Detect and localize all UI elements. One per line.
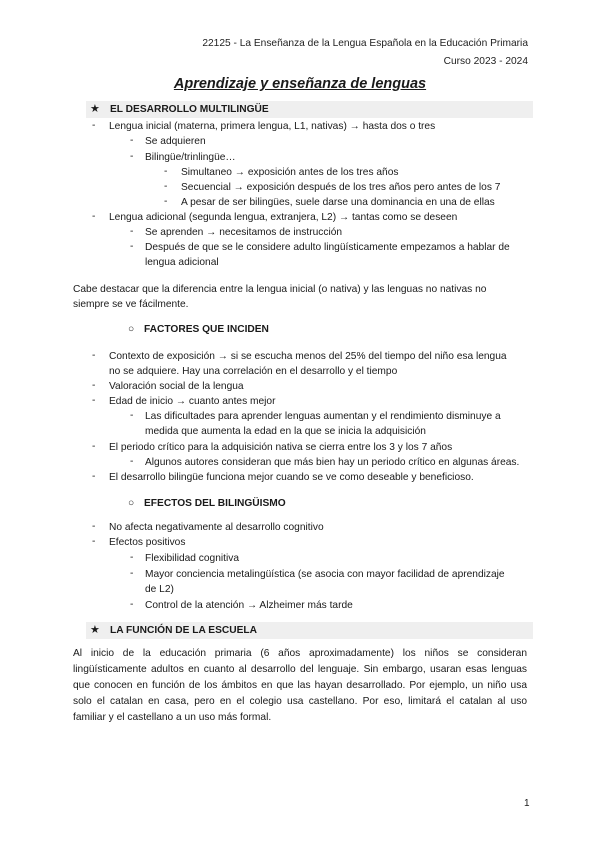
list-item: El periodo crítico para la adquisición nativa se cierra entre los 3 y los 7 años: [109, 442, 453, 453]
list-item: Flexibilidad cognitiva: [145, 553, 240, 564]
paragraph-line: Cabe destacar que la diferencia entre la lengua inicial (o nativa) y las lenguas no nativas no: [73, 284, 487, 295]
bullet-dash: -: [130, 151, 134, 162]
list-item: Lengua inicial (materna, primera lengua, L1, nativas) → hasta dos o tres: [109, 121, 436, 132]
course-header: 22125 - La Enseñanza de la Lengua Española en la Educación Primaria: [202, 38, 528, 49]
page-number: 1: [524, 798, 530, 809]
bullet-dash: -: [92, 211, 96, 222]
list-item-continuation: no se adquiere. Hay una correlación en el desarrollo y el tiempo: [109, 366, 398, 377]
list-item: A pesar de ser bilingües, suele darse una dominancia en una de ellas: [181, 197, 495, 208]
circle-bullet-icon: ○: [128, 498, 135, 509]
paragraph-line: solo el catalan en casa, pero en el colegio usa castellano. Por eso, limitará el catalan al uso: [73, 696, 527, 707]
bullet-dash: -: [92, 521, 96, 532]
list-item: Lengua adicional (segunda lengua, extranjera, L2) → tantas como se deseen: [109, 212, 458, 223]
bullet-dash: -: [130, 456, 134, 467]
paragraph-line: que conocen en función de los ámbitos en que las hayan desarrollado. Por ejemplo, un niño usa: [73, 680, 527, 691]
section-heading-desarrollo: [86, 101, 533, 118]
subheading-text: FACTORES QUE INCIDEN: [144, 324, 269, 335]
list-item-continuation: medida que aumenta la edad en la que se inicia la adquisición: [145, 426, 426, 437]
bullet-dash: -: [164, 196, 168, 207]
list-item: Contexto de exposición → si se escucha menos del 25% del tiempo del niño esa lengua: [109, 351, 507, 362]
bullet-dash: -: [164, 166, 168, 177]
bullet-dash: -: [92, 380, 96, 391]
section-heading-text: EL DESARROLLO MULTILINGÜE: [110, 104, 269, 115]
bullet-dash: -: [130, 241, 134, 252]
list-item: Después de que se le considere adulto lingüísticamente empezamos a hablar de: [145, 242, 510, 253]
bullet-dash: -: [130, 226, 134, 237]
bullet-dash: -: [92, 395, 96, 406]
bullet-dash: -: [92, 350, 96, 361]
bullet-dash: -: [164, 181, 168, 192]
paragraph-line: familiar y el castellano a un uso más formal.: [73, 712, 272, 723]
subheading-text: EFECTOS DEL BILINGÜISMO: [144, 498, 286, 509]
star-icon: ★: [90, 624, 100, 636]
section-heading-escuela: [86, 622, 533, 639]
circle-bullet-icon: ○: [128, 324, 135, 335]
bullet-dash: -: [92, 536, 96, 547]
star-icon: ★: [90, 103, 100, 115]
bullet-dash: -: [92, 120, 96, 131]
list-item: Bilingüe/trinlingüe…: [145, 152, 236, 163]
list-item: Control de la atención → Alzheimer más tarde: [145, 600, 353, 611]
list-item: Edad de inicio → cuanto antes mejor: [109, 396, 276, 407]
escuela-paragraph: [73, 646, 527, 726]
page-title: Aprendizaje y enseñanza de lenguas: [173, 76, 427, 92]
bullet-dash: -: [130, 410, 134, 421]
paragraph-line: Al inicio de la educación primaria (6 años aproximadamente) los niños se consideran: [73, 648, 527, 659]
list-item: Las dificultades para aprender lenguas aumentan y el rendimiento disminuye a: [145, 411, 501, 422]
list-item: Se aprenden → necesitamos de instrucción: [145, 227, 343, 238]
bullet-dash: -: [92, 471, 96, 482]
bullet-dash: -: [130, 568, 134, 579]
list-item: Se adquieren: [145, 136, 206, 147]
list-item-continuation: lengua adicional: [145, 257, 219, 268]
paragraph-line: lingüísticamente adultos en cuanto al desarrollo del lenguaje. Sin embargo, usaran esas lenguas: [73, 664, 527, 675]
list-item: Valoración social de la lengua: [109, 381, 244, 392]
list-item: Algunos autores consideran que más bien hay un periodo crítico en algunas áreas.: [145, 457, 520, 468]
section-heading-text: LA FUNCIÓN DE LA ESCUELA: [110, 625, 257, 636]
bullet-dash: -: [130, 552, 134, 563]
course-year: Curso 2023 - 2024: [443, 56, 528, 67]
list-item-continuation: de L2): [145, 584, 174, 595]
bullet-dash: -: [92, 441, 96, 452]
paragraph-line: siempre se ve fácilmente.: [73, 299, 189, 310]
list-item: El desarrollo bilingüe funciona mejor cuando se ve como deseable y beneficioso.: [109, 472, 474, 483]
bullet-dash: -: [130, 599, 134, 610]
list-item: Simultaneo → exposición antes de los tres años: [181, 167, 399, 178]
list-item: Efectos positivos: [109, 537, 186, 548]
bullet-dash: -: [130, 135, 134, 146]
list-item: Secuencial → exposición después de los tres años pero antes de los 7: [181, 182, 501, 193]
list-item: Mayor conciencia metalingüística (se asocia con mayor facilidad de aprendizaje: [145, 569, 505, 580]
list-item: No afecta negativamente al desarrollo cognitivo: [109, 522, 324, 533]
